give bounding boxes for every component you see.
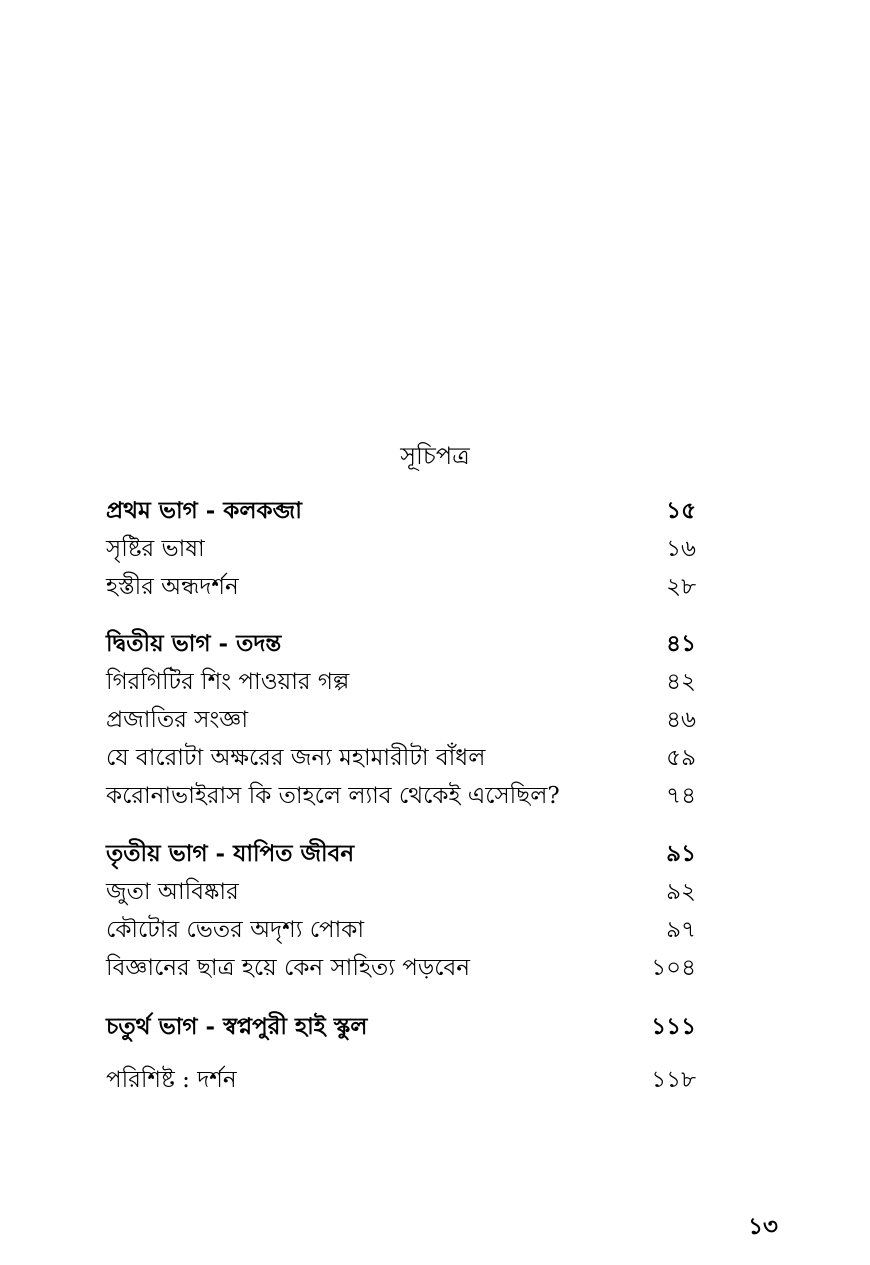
toc-heading-title: চতুর্থ ভাগ - স্বপ্নপুরী হাই স্কুল: [106, 1013, 368, 1040]
toc-entry-page: ১১৮: [651, 1067, 696, 1093]
toc-entry: [106, 568, 696, 606]
toc-entry-page: ২৮: [666, 574, 696, 600]
toc-section-4: [106, 1008, 696, 1046]
toc-entry: [106, 701, 696, 739]
toc-heading: [106, 1008, 696, 1046]
toc-entry-page: ৫৯: [666, 745, 696, 771]
toc-heading-page: ৯১: [666, 840, 696, 867]
toc-entry-title: পরিশিষ্ট : দর্শন: [106, 1067, 237, 1093]
toc-entry-title: জুতা আবিষ্কার: [106, 879, 239, 905]
toc-section-3: [106, 835, 696, 987]
toc-entry: [106, 777, 696, 815]
toc-entry: [106, 873, 696, 911]
toc-entry-title: প্রজাতির সংজ্ঞা: [106, 707, 248, 733]
toc-heading-page: ১৫: [666, 497, 696, 524]
toc-entry-page: ৯৭: [666, 917, 696, 943]
toc-heading-title: দ্বিতীয় ভাগ - তদন্ত: [106, 630, 282, 657]
toc-heading: [106, 492, 696, 530]
toc-entry-title: যে বারোটা অক্ষরের জন্য মহামারীটা বাঁধল: [106, 745, 486, 771]
toc-section-2: [106, 625, 696, 815]
toc-heading-title: প্রথম ভাগ - কলকব্জা: [106, 497, 302, 524]
toc-heading: [106, 835, 696, 873]
toc-heading-title: তৃতীয় ভাগ - যাপিত জীবন: [106, 840, 355, 867]
toc-entry-page: ৯২: [666, 879, 696, 905]
toc-entry: [106, 1061, 696, 1099]
toc-entry: [106, 911, 696, 949]
toc-entry-page: ১৬: [666, 536, 696, 562]
toc-entry-title: গিরগিটির শিং পাওয়ার গল্প: [106, 669, 350, 695]
page-title: সূচিপত্র: [400, 442, 470, 470]
toc-entry-title: সৃষ্টির ভাষা: [106, 536, 205, 562]
page-number: ১৩: [748, 1213, 778, 1240]
toc-entry-title: কৌটোর ভেতর অদৃশ্য পোকা: [106, 917, 365, 943]
toc-heading-page: ১১১: [651, 1013, 696, 1040]
toc-entry-page: ৪২: [666, 669, 696, 695]
toc-entry: [106, 949, 696, 987]
toc-entry: [106, 663, 696, 701]
toc-appendix: [106, 1061, 696, 1099]
toc-entry-page: ৪৬: [666, 707, 696, 733]
toc-entry: [106, 739, 696, 777]
toc-entry-page: ১০৪: [651, 955, 696, 981]
toc-heading: [106, 625, 696, 663]
toc-heading-page: ৪১: [666, 630, 696, 657]
toc-entry-page: ৭৪: [666, 783, 696, 809]
toc-entry: [106, 530, 696, 568]
toc-section-1: [106, 492, 696, 606]
toc-entry-title: বিজ্ঞানের ছাত্র হয়ে কেন সাহিত্য পড়বেন: [106, 955, 471, 981]
toc-entry-title: করোনাভাইরাস কি তাহলে ল্যাব থেকেই এসেছিল?: [106, 783, 560, 809]
toc-entry-title: হস্তীর অন্ধদর্শন: [106, 574, 239, 600]
